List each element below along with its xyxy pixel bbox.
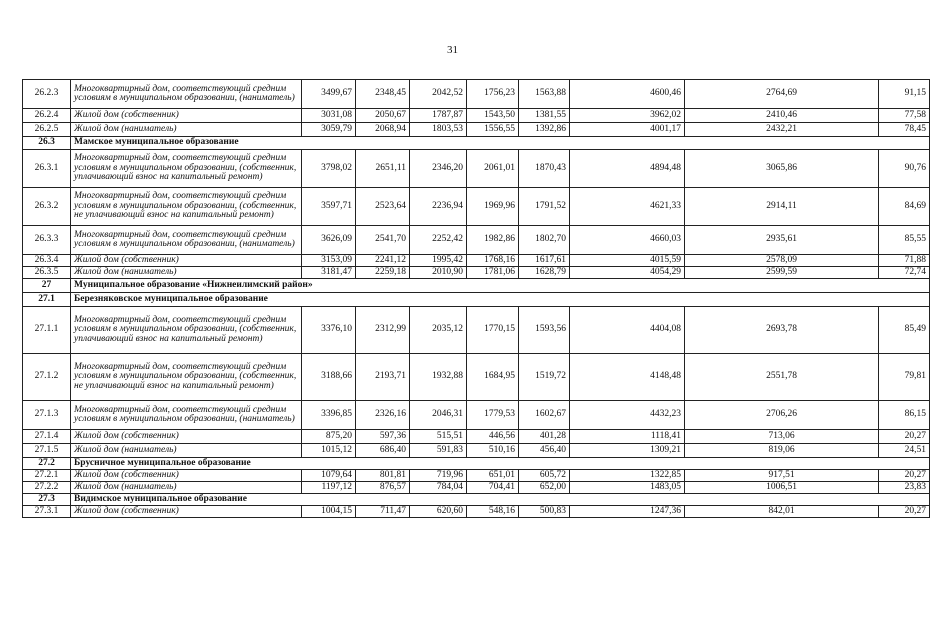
row-code: 26.3.1	[23, 150, 71, 188]
row-description: Жилой дом (наниматель)	[71, 444, 302, 458]
value-cell: 3798,02	[302, 150, 356, 188]
value-cell: 2914,11	[685, 188, 879, 226]
value-cell: 2252,42	[410, 226, 467, 255]
table-body	[23, 80, 930, 518]
value-cell: 1593,56	[519, 307, 570, 354]
value-cell: 1015,12	[302, 444, 356, 458]
row-code: 27.1.3	[23, 401, 71, 430]
value-cell: 2578,09	[685, 255, 879, 267]
value-cell: 20,27	[879, 470, 930, 482]
row-code: 27.3	[23, 494, 71, 506]
row-description: Многоквартирный дом, соответствующий средним условиям в муниципальном образовании, (собственник, не уплачивающий взнос на капитальный ремонт)	[71, 354, 302, 401]
value-cell: 2241,12	[356, 255, 410, 267]
row-code: 26.3.2	[23, 188, 71, 226]
row-code: 26.3	[23, 137, 71, 150]
row-code: 27.3.1	[23, 506, 71, 518]
value-cell: 917,51	[685, 470, 879, 482]
value-cell: 4621,33	[570, 188, 685, 226]
value-cell: 1779,53	[467, 401, 519, 430]
value-cell: 1197,12	[302, 482, 356, 494]
value-cell: 2599,59	[685, 267, 879, 279]
value-cell: 2312,99	[356, 307, 410, 354]
value-cell: 1118,41	[570, 430, 685, 444]
value-cell: 686,40	[356, 444, 410, 458]
value-cell: 91,15	[879, 80, 930, 109]
table-row	[23, 150, 930, 188]
section-title: Видимское муниципальное образование	[71, 494, 930, 506]
value-cell: 2764,69	[685, 80, 879, 109]
value-cell: 3065,86	[685, 150, 879, 188]
value-cell: 2432,21	[685, 123, 879, 137]
row-code: 27.1.2	[23, 354, 71, 401]
value-cell: 2042,52	[410, 80, 467, 109]
value-cell: 85,49	[879, 307, 930, 354]
value-cell: 2935,61	[685, 226, 879, 255]
section-title: Мамское муниципальное образование	[71, 137, 930, 150]
value-cell: 1483,05	[570, 482, 685, 494]
value-cell: 3153,09	[302, 255, 356, 267]
value-cell: 515,51	[410, 430, 467, 444]
row-code: 27.1.1	[23, 307, 71, 354]
row-description: Жилой дом (наниматель)	[71, 123, 302, 137]
value-cell: 1006,51	[685, 482, 879, 494]
value-cell: 2651,11	[356, 150, 410, 188]
table-row	[23, 482, 930, 494]
table-row	[23, 267, 930, 279]
row-description: Жилой дом (собственник)	[71, 470, 302, 482]
value-cell: 401,28	[519, 430, 570, 444]
row-code: 27.1	[23, 293, 71, 307]
value-cell: 819,06	[685, 444, 879, 458]
value-cell: 1628,79	[519, 267, 570, 279]
value-cell: 1870,43	[519, 150, 570, 188]
value-cell: 548,16	[467, 506, 519, 518]
table-row	[23, 430, 930, 444]
value-cell: 4894,48	[570, 150, 685, 188]
value-cell: 2541,70	[356, 226, 410, 255]
value-cell: 2326,16	[356, 401, 410, 430]
row-code: 27.2.1	[23, 470, 71, 482]
value-cell: 719,96	[410, 470, 467, 482]
value-cell: 4600,46	[570, 80, 685, 109]
table-row	[23, 506, 930, 518]
value-cell: 597,36	[356, 430, 410, 444]
row-description: Многоквартирный дом, соответствующий средним условиям в муниципальном образовании, (наниматель)	[71, 80, 302, 109]
row-description: Многоквартирный дом, соответствующий средним условиям в муниципальном образовании, (собственник, не уплачивающий взнос на капитальный ремонт)	[71, 188, 302, 226]
value-cell: 84,69	[879, 188, 930, 226]
row-description: Многоквартирный дом, соответствующий средним условиям в муниципальном образовании, (собственник, уплачивающий взнос на капитальный ремонт)	[71, 307, 302, 354]
value-cell: 2236,94	[410, 188, 467, 226]
value-cell: 784,04	[410, 482, 467, 494]
value-cell: 1770,15	[467, 307, 519, 354]
value-cell: 2193,71	[356, 354, 410, 401]
row-code: 27	[23, 279, 71, 293]
value-cell: 4148,48	[570, 354, 685, 401]
value-cell: 1563,88	[519, 80, 570, 109]
value-cell: 3626,09	[302, 226, 356, 255]
section-title: Муниципальное образование «Нижнеилимский район»	[71, 279, 930, 293]
value-cell: 446,56	[467, 430, 519, 444]
table-row	[23, 109, 930, 123]
value-cell: 1322,85	[570, 470, 685, 482]
value-cell: 3031,08	[302, 109, 356, 123]
table-row	[23, 401, 930, 430]
value-cell: 72,74	[879, 267, 930, 279]
value-cell: 3059,79	[302, 123, 356, 137]
section-title: Брусничное муниципальное образование	[71, 458, 930, 470]
value-cell: 651,01	[467, 470, 519, 482]
table-row	[23, 123, 930, 137]
value-cell: 713,06	[685, 430, 879, 444]
value-cell: 1791,52	[519, 188, 570, 226]
value-cell: 2523,64	[356, 188, 410, 226]
value-cell: 1768,16	[467, 255, 519, 267]
value-cell: 1556,55	[467, 123, 519, 137]
value-cell: 1392,86	[519, 123, 570, 137]
table-row	[23, 470, 930, 482]
value-cell: 1802,70	[519, 226, 570, 255]
row-code: 26.2.4	[23, 109, 71, 123]
value-cell: 2010,90	[410, 267, 467, 279]
value-cell: 801,81	[356, 470, 410, 482]
table-row	[23, 226, 930, 255]
value-cell: 711,47	[356, 506, 410, 518]
value-cell: 875,20	[302, 430, 356, 444]
section-row	[23, 293, 930, 307]
value-cell: 456,40	[519, 444, 570, 458]
value-cell: 620,60	[410, 506, 467, 518]
row-description: Жилой дом (собственник)	[71, 430, 302, 444]
value-cell: 1995,42	[410, 255, 467, 267]
value-cell: 2046,31	[410, 401, 467, 430]
value-cell: 4404,08	[570, 307, 685, 354]
value-cell: 510,16	[467, 444, 519, 458]
page-number: 31	[447, 44, 458, 56]
value-cell: 79,81	[879, 354, 930, 401]
value-cell: 3188,66	[302, 354, 356, 401]
value-cell: 1803,53	[410, 123, 467, 137]
value-cell: 23,83	[879, 482, 930, 494]
value-cell: 704,41	[467, 482, 519, 494]
row-description: Многоквартирный дом, соответствующий средним условиям в муниципальном образовании, (собственник, уплачивающий взнос на капитальный ремонт)	[71, 150, 302, 188]
value-cell: 1932,88	[410, 354, 467, 401]
value-cell: 876,57	[356, 482, 410, 494]
value-cell: 1602,67	[519, 401, 570, 430]
row-code: 27.1.4	[23, 430, 71, 444]
value-cell: 605,72	[519, 470, 570, 482]
row-code: 26.3.5	[23, 267, 71, 279]
row-description: Жилой дом (наниматель)	[71, 267, 302, 279]
value-cell: 842,01	[685, 506, 879, 518]
value-cell: 1617,61	[519, 255, 570, 267]
value-cell: 1684,95	[467, 354, 519, 401]
row-code: 26.2.5	[23, 123, 71, 137]
value-cell: 1519,72	[519, 354, 570, 401]
value-cell: 86,15	[879, 401, 930, 430]
row-description: Жилой дом (наниматель)	[71, 482, 302, 494]
value-cell: 3499,67	[302, 80, 356, 109]
value-cell: 1543,50	[467, 109, 519, 123]
tariff-table	[22, 79, 930, 518]
section-row	[23, 458, 930, 470]
table-row	[23, 255, 930, 267]
value-cell: 1247,36	[570, 506, 685, 518]
value-cell: 652,00	[519, 482, 570, 494]
value-cell: 4001,17	[570, 123, 685, 137]
value-cell: 2035,12	[410, 307, 467, 354]
value-cell: 85,55	[879, 226, 930, 255]
row-description: Многоквартирный дом, соответствующий средним условиям в муниципальном образовании, (наниматель)	[71, 226, 302, 255]
value-cell: 2410,46	[685, 109, 879, 123]
row-description: Жилой дом (собственник)	[71, 109, 302, 123]
value-cell: 2061,01	[467, 150, 519, 188]
value-cell: 71,88	[879, 255, 930, 267]
value-cell: 4015,59	[570, 255, 685, 267]
row-description: Жилой дом (собственник)	[71, 506, 302, 518]
value-cell: 500,83	[519, 506, 570, 518]
value-cell: 2068,94	[356, 123, 410, 137]
value-cell: 1079,64	[302, 470, 356, 482]
value-cell: 4660,03	[570, 226, 685, 255]
table-row	[23, 354, 930, 401]
value-cell: 78,45	[879, 123, 930, 137]
value-cell: 1381,55	[519, 109, 570, 123]
value-cell: 2259,18	[356, 267, 410, 279]
value-cell: 4054,29	[570, 267, 685, 279]
value-cell: 1004,15	[302, 506, 356, 518]
value-cell: 20,27	[879, 430, 930, 444]
section-row	[23, 279, 930, 293]
value-cell: 1781,06	[467, 267, 519, 279]
row-description: Жилой дом (собственник)	[71, 255, 302, 267]
row-code: 26.3.3	[23, 226, 71, 255]
value-cell: 24,51	[879, 444, 930, 458]
row-code: 26.3.4	[23, 255, 71, 267]
value-cell: 1787,87	[410, 109, 467, 123]
section-row	[23, 494, 930, 506]
value-cell: 20,27	[879, 506, 930, 518]
row-code: 27.2.2	[23, 482, 71, 494]
value-cell: 90,76	[879, 150, 930, 188]
value-cell: 3962,02	[570, 109, 685, 123]
value-cell: 4432,23	[570, 401, 685, 430]
value-cell: 77,58	[879, 109, 930, 123]
value-cell: 3396,85	[302, 401, 356, 430]
value-cell: 2346,20	[410, 150, 467, 188]
table-row	[23, 307, 930, 354]
value-cell: 2551,78	[685, 354, 879, 401]
row-code: 27.1.5	[23, 444, 71, 458]
value-cell: 3376,10	[302, 307, 356, 354]
row-description: Многоквартирный дом, соответствующий средним условиям в муниципальном образовании, (наниматель)	[71, 401, 302, 430]
value-cell: 1982,86	[467, 226, 519, 255]
value-cell: 591,83	[410, 444, 467, 458]
table-row	[23, 80, 930, 109]
value-cell: 3597,71	[302, 188, 356, 226]
row-code: 26.2.3	[23, 80, 71, 109]
value-cell: 2693,78	[685, 307, 879, 354]
value-cell: 1756,23	[467, 80, 519, 109]
value-cell: 1309,21	[570, 444, 685, 458]
table-row	[23, 188, 930, 226]
value-cell: 2050,67	[356, 109, 410, 123]
row-code: 27.2	[23, 458, 71, 470]
table-row	[23, 444, 930, 458]
section-title: Березняковское муниципальное образование	[71, 293, 930, 307]
value-cell: 2348,45	[356, 80, 410, 109]
value-cell: 3181,47	[302, 267, 356, 279]
value-cell: 2706,26	[685, 401, 879, 430]
section-row	[23, 137, 930, 150]
value-cell: 1969,96	[467, 188, 519, 226]
